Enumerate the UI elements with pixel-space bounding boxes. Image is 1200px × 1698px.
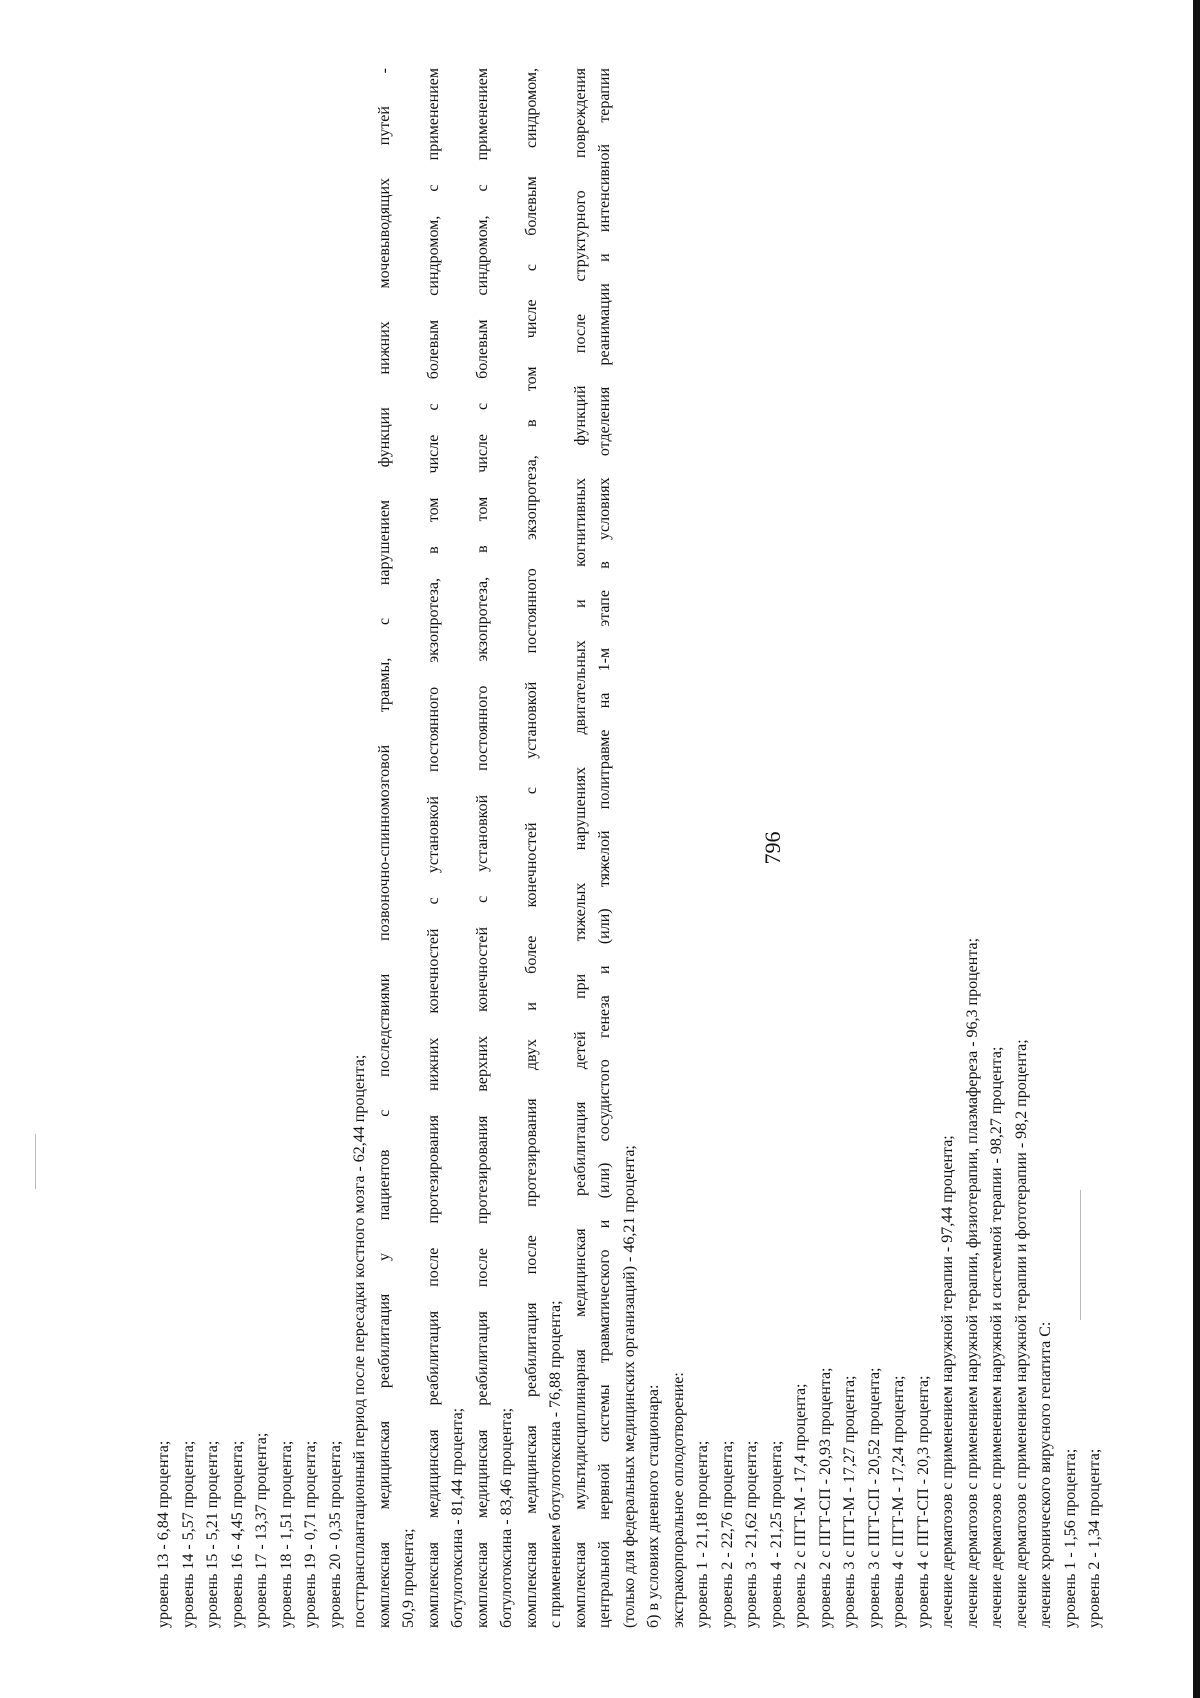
text-line: уровень 2 с ПГТ-М - 17,4 процента; (792, 1383, 809, 1628)
scan-artifact-line (35, 1134, 36, 1189)
text-line: ботулотоксина - 81,44 процента; (449, 1407, 466, 1628)
text-line: с применением ботулотоксина - 76,88 процента; (547, 1300, 564, 1628)
text-line: уровень 2 с ПГТ-СП - 20,93 процента; (816, 1367, 834, 1628)
text-line: центральной нервной системы травматического и (или) сосудистого генеза и (или) тяжелой политравме на 1-м этапе в условиях отделения реанимации и интенсивной терапии (596, 68, 613, 1628)
text-line: уровень 19 - 0,71 процента; (302, 1440, 319, 1628)
text-line: комплексная медицинская реабилитация после протезирования верхних конечностей с установкой постоянного экзопротеза, в том числе с болевым синдромом, с применением (473, 68, 491, 1628)
text-line: лечение дерматозов с применением наружной терапии - 97,44 процента; (939, 1135, 956, 1628)
text-line: комплексная медицинская реабилитация после протезирования двух и более конечностей с установкой постоянного экзопротеза, в том числе с болевым синдромом, (522, 68, 540, 1628)
text-line: б) в условиях дневного стационара: (645, 1384, 662, 1628)
text-line: уровень 20 - 0,35 процента; (326, 1440, 344, 1628)
text-line: уровень 2 - 1,34 процента; (1086, 1448, 1103, 1628)
text-line: уровень 17 - 13,37 процента; (253, 1432, 270, 1628)
text-line: комплексная медицинская реабилитация у пациентов с последствиями позвоночно-спинномозговой травмы, с нарушением функции нижних мочевыводящих путей - (375, 68, 393, 1628)
text-line: уровень 1 - 21,18 процента; (694, 1440, 711, 1628)
document-body (152, 68, 1108, 1628)
text-line: 50,9 процента; (400, 1528, 417, 1628)
text-line: посттрансплантационный период после пересадки костного мозга - 62,44 процента; (351, 1054, 368, 1628)
text-line: уровень 18 - 1,51 процента; (277, 1440, 295, 1628)
text-line: лечение дерматозов с применением наружной и системной терапии - 98,27 процента; (988, 1046, 1005, 1628)
text-line: уровень 4 - 21,25 процента; (767, 1440, 785, 1628)
text-line: уровень 4 с ПГТ-М - 17,24 процента; (890, 1375, 907, 1628)
text-line: уровень 3 с ПГТ-М - 17,27 процента; (841, 1375, 858, 1628)
scan-edge (1193, 0, 1200, 1698)
text-line: (только для федеральных медицинских организаций) - 46,21 процента; (620, 1145, 638, 1628)
text-line: уровень 14 - 5,57 процента; (179, 1440, 197, 1628)
text-line: ботулотоксина - 83,46 процента; (498, 1407, 515, 1628)
text-line: уровень 3 - 21,62 процента; (743, 1440, 760, 1628)
text-line: уровень 2 - 22,76 процента; (718, 1440, 736, 1628)
text-line: комплексная медицинская реабилитация после протезирования нижних конечностей с установкой постоянного экзопротеза, в том числе с болевым синдромом, с применением (424, 68, 442, 1628)
text-line: экстракорпоральное оплодотворение: (669, 1372, 687, 1628)
text-line: уровень 15 - 5,21 процента; (204, 1440, 221, 1628)
text-line: уровень 16 - 4,45 процента; (228, 1440, 246, 1628)
text-line: лечение дерматозов с применением наружной терапии и фототерапии - 98,2 процента; (1012, 1039, 1030, 1628)
text-line: уровень 13 - 6,84 процента; (155, 1440, 172, 1628)
text-line: уровень 1 - 1,56 процента; (1061, 1448, 1079, 1628)
text-line: комплексная мультидисциплинарная медицинская реабилитация детей при тяжелых нарушениях двигательных и когнитивных функций после структурного повреждения (571, 68, 589, 1628)
page-number: 796 (760, 831, 785, 865)
text-line: лечение дерматозов с применением наружной терапии, физиотерапии, плазмафереза - 96,3 процента; (963, 937, 981, 1628)
text-line: лечение хронического вирусного гепатита С: (1037, 1321, 1054, 1628)
text-line: уровень 3 с ПГТ-СП - 20,52 процента; (865, 1367, 883, 1628)
document-page (152, 68, 1103, 1628)
text-line: уровень 4 с ПГТ-СП - 20,3 процента; (914, 1375, 932, 1628)
